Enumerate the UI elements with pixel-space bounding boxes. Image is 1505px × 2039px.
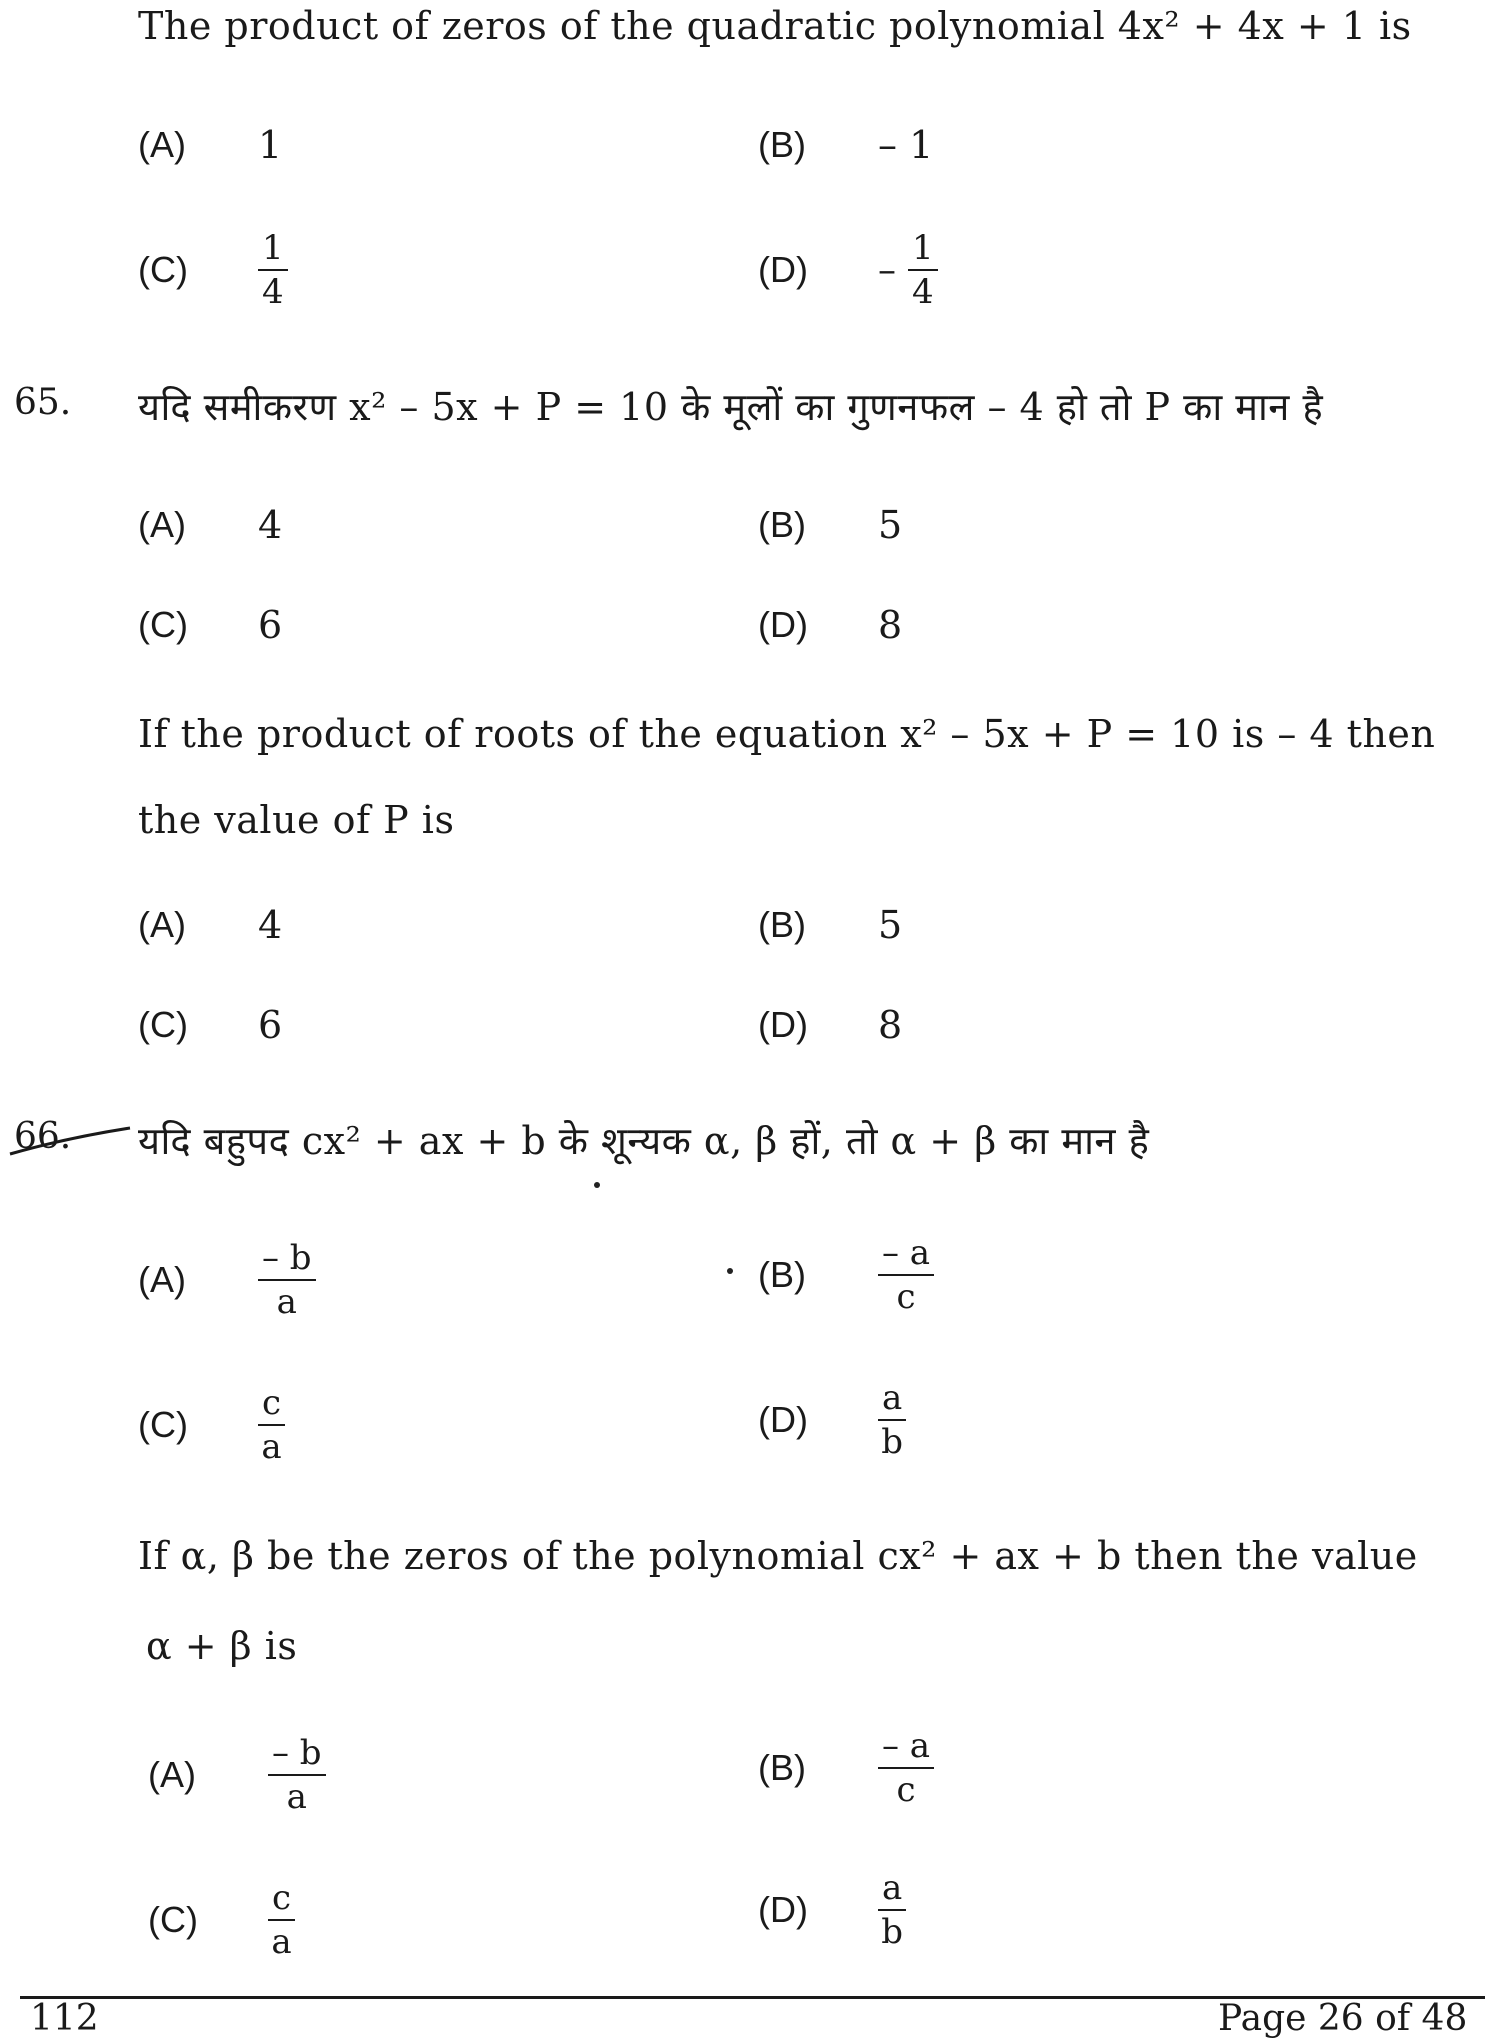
option-value: 6 xyxy=(258,603,283,647)
q65-english-option-c xyxy=(138,985,282,1065)
q64-option-c xyxy=(138,230,288,310)
fraction-denominator: a xyxy=(276,1282,297,1322)
option-label: (A) xyxy=(138,504,186,545)
q65-number: 65. xyxy=(14,382,72,423)
option-value: 1 xyxy=(258,123,283,167)
q66-english-option-d xyxy=(758,1870,906,1950)
fraction-numerator: – b xyxy=(258,1241,316,1281)
option-fraction xyxy=(878,1378,906,1462)
q66-english-option-b xyxy=(758,1728,934,1808)
option-label: (C) xyxy=(138,604,188,645)
q66-hindi-option-d xyxy=(758,1380,906,1460)
option-fraction xyxy=(258,228,288,312)
fraction-numerator: – a xyxy=(878,1236,934,1276)
fraction-denominator: b xyxy=(881,1422,904,1462)
option-fraction xyxy=(878,1726,934,1810)
q65-hindi-option-b xyxy=(758,485,902,565)
footer-page-number: Page 26 of 48 xyxy=(1218,1998,1468,2039)
option-label: (B) xyxy=(758,904,806,945)
option-label: (C) xyxy=(138,1404,188,1445)
option-label: (D) xyxy=(758,1004,808,1045)
option-label: (D) xyxy=(758,1889,808,1930)
q66-question-english-line2: α + β is xyxy=(146,1624,298,1668)
option-value: 5 xyxy=(878,503,903,547)
q66-english-option-a xyxy=(148,1735,326,1815)
q64-question-text: The product of zeros of the quadratic polynomial 4x² + 4x + 1 is xyxy=(138,4,1412,48)
footer-left-code: 112 xyxy=(30,1998,99,2039)
fraction-numerator: 1 xyxy=(258,231,288,271)
fraction-denominator: a xyxy=(271,1922,292,1962)
pen-strike-mark xyxy=(6,1120,136,1160)
fraction-numerator: a xyxy=(878,1381,906,1421)
option-label: (D) xyxy=(758,249,808,290)
option-value: 4 xyxy=(258,503,283,547)
negative-sign: – xyxy=(878,249,896,291)
option-fraction xyxy=(908,228,938,312)
option-label: (C) xyxy=(138,249,188,290)
scan-speck xyxy=(594,1182,600,1188)
q64-option-a xyxy=(138,105,282,185)
q66-number: 66. xyxy=(14,1116,72,1157)
q66-hindi-option-c xyxy=(138,1385,285,1465)
scan-speck xyxy=(727,1268,733,1274)
option-value: 8 xyxy=(878,603,903,647)
option-label: (B) xyxy=(758,504,806,545)
fraction-denominator: 4 xyxy=(262,272,284,312)
option-label: (D) xyxy=(758,1399,808,1440)
q65-question-hindi: यदि समीकरण x² – 5x + P = 10 के मूलों का गुणनफल – 4 हो तो P का मान है xyxy=(138,385,1324,429)
fraction-numerator: – a xyxy=(878,1729,934,1769)
option-label: (A) xyxy=(138,124,186,165)
fraction-denominator: c xyxy=(896,1770,916,1810)
q66-english-option-c xyxy=(148,1880,295,1960)
option-label: (B) xyxy=(758,1254,806,1295)
option-fraction xyxy=(878,1868,906,1952)
fraction-numerator: c xyxy=(268,1881,295,1921)
q65-question-english-line2: the value of P is xyxy=(138,798,455,842)
q66-hindi-option-b xyxy=(758,1235,934,1315)
option-value: 6 xyxy=(258,1003,283,1047)
q65-hindi-option-d xyxy=(758,585,902,665)
q65-english-option-d xyxy=(758,985,902,1065)
option-label: (A) xyxy=(138,1259,186,1300)
option-label: (D) xyxy=(758,604,808,645)
fraction-numerator: c xyxy=(258,1386,285,1426)
option-fraction xyxy=(258,1238,316,1322)
fraction-numerator: 1 xyxy=(908,231,938,271)
q64-option-d xyxy=(758,230,938,310)
option-value: – 1 xyxy=(878,123,934,167)
fraction-denominator: 4 xyxy=(912,272,934,312)
option-fraction xyxy=(878,1233,934,1317)
option-fraction xyxy=(268,1878,295,1962)
fraction-denominator: a xyxy=(286,1777,307,1817)
option-value: 4 xyxy=(258,903,283,947)
fraction-denominator: b xyxy=(881,1912,904,1952)
q65-hindi-option-c xyxy=(138,585,282,665)
option-fraction xyxy=(258,1383,285,1467)
option-label: (C) xyxy=(148,1899,198,1940)
fraction-denominator: c xyxy=(896,1277,916,1317)
fraction-numerator: – b xyxy=(268,1736,326,1776)
q66-question-english-line1: If α, β be the zeros of the polynomial cx² + ax + b then the value xyxy=(138,1534,1418,1578)
option-fraction xyxy=(268,1733,326,1817)
fraction-numerator: a xyxy=(878,1871,906,1911)
q65-hindi-option-a xyxy=(138,485,282,565)
option-label: (A) xyxy=(138,904,186,945)
option-label: (C) xyxy=(138,1004,188,1045)
q65-english-option-a xyxy=(138,885,282,965)
option-label: (B) xyxy=(758,124,806,165)
q65-english-option-b xyxy=(758,885,902,965)
fraction-denominator: a xyxy=(261,1427,282,1467)
option-value: 5 xyxy=(878,903,903,947)
option-value: 8 xyxy=(878,1003,903,1047)
option-label: (B) xyxy=(758,1747,806,1788)
option-label: (A) xyxy=(148,1754,196,1795)
q66-question-hindi: यदि बहुपद cx² + ax + b के शून्यक α, β हों, तो α + β का मान है xyxy=(138,1119,1150,1163)
q64-option-b xyxy=(758,105,933,185)
q66-hindi-option-a xyxy=(138,1240,316,1320)
q65-question-english-line1: If the product of roots of the equation x² – 5x + P = 10 is – 4 then xyxy=(138,712,1436,756)
